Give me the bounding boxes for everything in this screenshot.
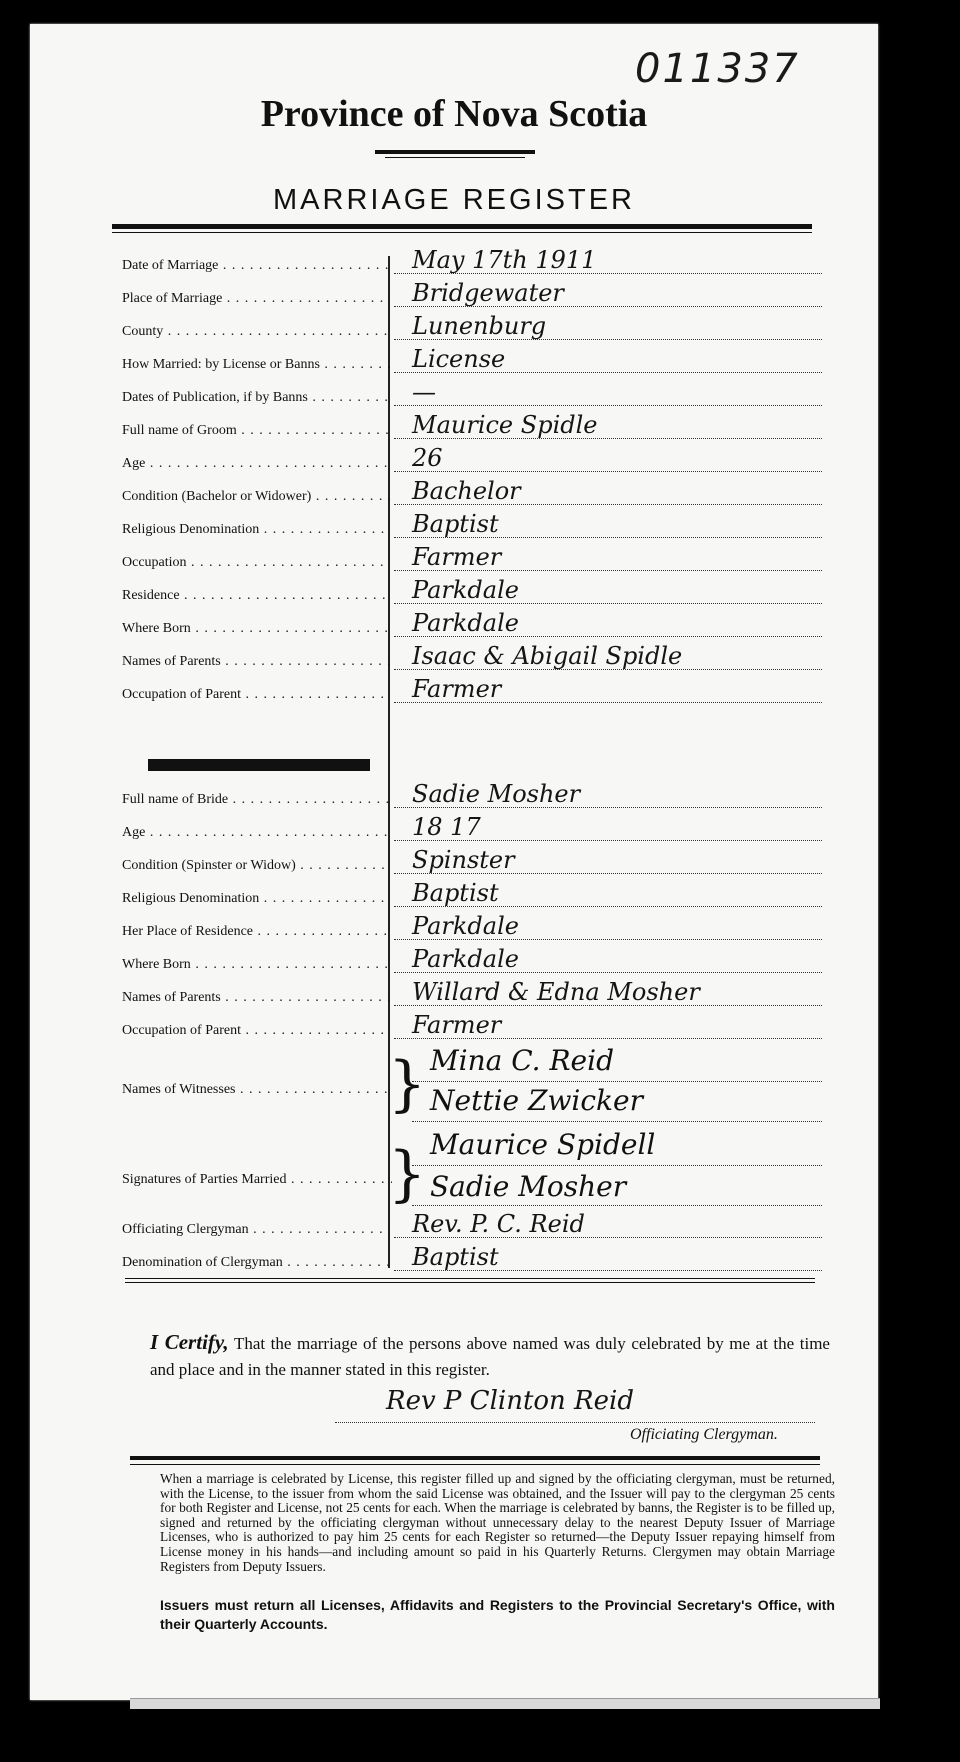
field-county	[122, 312, 822, 346]
field-value: Parkdale	[412, 945, 519, 973]
field-label: Age . . .	[122, 456, 390, 472]
title-divider-thin	[385, 157, 525, 158]
clergyman-signature: Rev P Clinton Reid	[386, 1386, 634, 1416]
field-dates-of-publication	[122, 378, 822, 412]
header-rule-thin	[112, 232, 812, 233]
field-bride-parent-occupation	[122, 1011, 822, 1045]
field-groom-residence	[122, 576, 822, 610]
field-bride-parents	[122, 978, 822, 1012]
field-bride-name	[122, 780, 822, 814]
field-label: Religious Denomination . . .	[122, 522, 390, 538]
field-value: 18 17	[412, 813, 481, 841]
field-label: Occupation of Parent . . .	[122, 687, 390, 703]
field-date-of-marriage	[122, 246, 822, 280]
field-value: Willard & Edna Mosher	[412, 978, 700, 1006]
field-label: Age . . .	[122, 825, 390, 841]
parties-brace: }	[388, 1139, 427, 1209]
field-value: Baptist	[412, 510, 499, 538]
register-form	[30, 24, 878, 1700]
page-subtitle: MARRIAGE REGISTER	[273, 184, 635, 216]
clergyman-signature-line	[335, 1422, 815, 1423]
field-value: Parkdale	[412, 609, 519, 637]
field-label: Dates of Publication, if by Banns . . .	[122, 390, 390, 406]
field-groom-name	[122, 411, 822, 445]
field-label: Religious Denomination . . .	[122, 891, 390, 907]
field-groom-parent-occupation	[122, 675, 822, 709]
field-value: License	[412, 345, 506, 373]
field-value: Parkdale	[412, 912, 519, 940]
instructions-rule-thin	[130, 1464, 820, 1465]
field-value: Bridgewater	[412, 279, 564, 307]
clergyman-signature-label: Officiating Clergyman.	[630, 1426, 778, 1443]
party-line-1	[412, 1164, 822, 1166]
field-value: Maurice Spidle	[412, 411, 598, 439]
field-value: Isaac & Abigail Spidle	[412, 642, 683, 670]
certification-body: That the marriage of the persons above named was duly celebrated by me at the time and place and in the manner stated in this register.	[150, 1334, 830, 1379]
field-bride-birthplace	[122, 945, 822, 979]
parties-label: Signatures of Parties Married . . .	[122, 1172, 392, 1188]
witnesses-brace: }	[388, 1049, 427, 1119]
field-groom-birthplace	[122, 609, 822, 643]
field-line	[394, 470, 822, 472]
redaction-bar	[148, 759, 370, 771]
field-bride-condition	[122, 846, 822, 880]
field-label: Denomination of Clergyman . . .	[122, 1255, 390, 1271]
header-rule	[112, 224, 812, 229]
field-officiating-clergyman	[122, 1210, 822, 1244]
field-label: Where Born . . .	[122, 621, 390, 637]
field-groom-condition	[122, 477, 822, 511]
paper-edge	[130, 1698, 880, 1709]
field-value: —	[412, 378, 436, 406]
field-label: Names of Parents . . .	[122, 990, 390, 1006]
field-label: Place of Marriage . . .	[122, 291, 390, 307]
field-value: Bachelor	[412, 477, 521, 505]
document-number: 011337	[635, 46, 800, 92]
field-label: Occupation . . .	[122, 555, 390, 571]
field-value: Farmer	[412, 1011, 502, 1039]
certification-lead: I Certify,	[150, 1330, 229, 1354]
field-groom-religion	[122, 510, 822, 544]
field-groom-age	[122, 444, 822, 478]
witness-line-2	[412, 1120, 822, 1122]
party-signature-groom: Maurice Spidell	[430, 1128, 656, 1161]
issuers-note: Issuers must return all Licenses, Affidavits and Registers to the Provincial Secretary's Office, with their Quarterly Accounts.	[160, 1597, 835, 1632]
field-value: Farmer	[412, 675, 502, 703]
party-line-2	[412, 1204, 822, 1206]
instructions-text: When a marriage is celebrated by License, this register filled up and signed by the officiating clergyman, must be returned, with the License, to the issuer from whom the said License was obtained, and the Issuer will pay to the clergyman 25 cents for both Register and License, not 25 cents for each. When the marriage is celebrated by banns, the Register is to be filled up, signed and returned by the officiating clergyman without unnecessary delay to the nearest Deputy Issuer of Marriage Licenses, who is authorized to pay him 25 cents for each Register so returned—the Deputy Issuer repaying himself from License money in his hands—and including amount so paid in his Quarterly Returns. Clergymen may obtain Marriage Registers from Deputy Issuers.	[160, 1471, 835, 1574]
instructions-rule	[130, 1456, 820, 1460]
field-label: Condition (Spinster or Widow) . . .	[122, 858, 390, 874]
field-bride-religion	[122, 879, 822, 913]
field-label: How Married: by License or Banns . . .	[122, 357, 390, 373]
field-value: Lunenburg	[412, 312, 547, 340]
field-label: Full name of Bride . . .	[122, 792, 390, 808]
field-value: Rev. P. C. Reid	[412, 1210, 585, 1238]
certification-text	[150, 1329, 830, 1383]
field-value: Parkdale	[412, 576, 519, 604]
witnesses-label: Names of Witnesses . . .	[122, 1082, 392, 1098]
field-label: Names of Parents . . .	[122, 654, 390, 670]
field-value: Sadie Mosher	[412, 780, 581, 808]
witness-signature-2: Nettie Zwicker	[430, 1084, 643, 1117]
field-bride-age	[122, 813, 822, 847]
field-value: Baptist	[412, 879, 499, 907]
page-title: Province of Nova Scotia	[260, 93, 648, 135]
field-how-married	[122, 345, 822, 379]
field-label: Condition (Bachelor or Widower) . . .	[122, 489, 390, 505]
field-groom-parents	[122, 642, 822, 676]
witness-signature-1: Mina C. Reid	[430, 1044, 615, 1077]
field-groom-occupation	[122, 543, 822, 577]
field-clergy-denomination	[122, 1243, 822, 1277]
field-line	[394, 404, 822, 406]
field-label: Date of Marriage . . .	[122, 258, 390, 274]
field-label: Officiating Clergyman . . .	[122, 1222, 390, 1238]
field-label: Residence . . .	[122, 588, 390, 604]
field-value: Farmer	[412, 543, 502, 571]
field-label: Where Born . . .	[122, 957, 390, 973]
field-place-of-marriage	[122, 279, 822, 313]
title-divider	[375, 150, 535, 154]
field-value: Spinster	[412, 846, 515, 874]
party-signature-bride: Sadie Mosher	[430, 1170, 627, 1203]
field-value: 26	[412, 444, 443, 472]
field-value: May 17th 1911	[412, 246, 597, 274]
field-label: County . . .	[122, 324, 390, 340]
field-label: Full name of Groom . . .	[122, 423, 390, 439]
section-rule-2	[125, 1282, 815, 1283]
witness-line-1	[412, 1080, 822, 1082]
field-bride-residence	[122, 912, 822, 946]
field-label: Occupation of Parent . . .	[122, 1023, 390, 1039]
field-label: Her Place of Residence . . .	[122, 924, 390, 940]
section-rule	[125, 1278, 815, 1279]
field-value: Baptist	[412, 1243, 499, 1271]
